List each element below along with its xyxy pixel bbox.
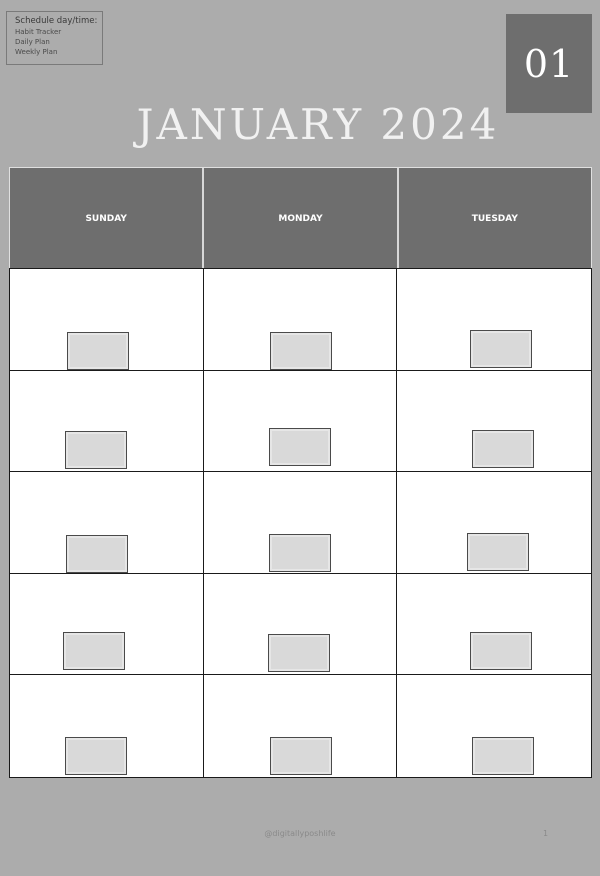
date-box[interactable] (269, 428, 331, 466)
date-box[interactable] (65, 737, 127, 775)
day-cell[interactable] (10, 371, 204, 473)
schedule-link-daily-plan[interactable]: Daily Plan (15, 38, 50, 46)
date-box[interactable] (63, 632, 125, 670)
schedule-link-weekly-plan[interactable]: Weekly Plan (15, 48, 58, 56)
day-cell[interactable] (10, 472, 204, 574)
date-box[interactable] (467, 533, 529, 571)
date-box[interactable] (470, 330, 532, 368)
date-box[interactable] (65, 431, 127, 469)
date-box[interactable] (472, 737, 534, 775)
schedule-link-habit-tracker[interactable]: Habit Tracker (15, 28, 62, 36)
date-box[interactable] (472, 430, 534, 468)
day-cell[interactable] (204, 472, 398, 574)
weekday-header-monday: MONDAY (204, 168, 398, 269)
weekday-header-row (9, 167, 592, 270)
month-number-badge: 01 (506, 14, 592, 113)
day-cell[interactable] (397, 675, 591, 777)
schedule-title: Schedule day/time: (15, 16, 98, 26)
date-box[interactable] (470, 632, 532, 670)
schedule-note-box (6, 11, 103, 65)
date-box[interactable] (66, 535, 128, 573)
date-box[interactable] (67, 332, 129, 370)
day-cell[interactable] (10, 269, 204, 371)
day-cell[interactable] (397, 472, 591, 574)
weekday-header-sunday: SUNDAY (10, 168, 204, 269)
day-cell[interactable] (397, 371, 591, 473)
month-title: JANUARY 2024 (136, 100, 500, 149)
date-box[interactable] (270, 332, 332, 370)
calendar-grid (9, 167, 592, 778)
day-cell[interactable] (204, 574, 398, 676)
day-cell[interactable] (10, 675, 204, 777)
weekday-header-tuesday: TUESDAY (399, 168, 591, 269)
day-cell[interactable] (397, 269, 591, 371)
date-box[interactable] (269, 534, 331, 572)
page-number: 1 (543, 829, 549, 838)
day-cell[interactable] (204, 371, 398, 473)
day-cells (9, 268, 592, 778)
day-cell[interactable] (204, 675, 398, 777)
footer-handle: @digitallyposhlife (264, 829, 336, 838)
date-box[interactable] (270, 737, 332, 775)
date-box[interactable] (268, 634, 330, 672)
day-cell[interactable] (397, 574, 591, 676)
day-cell[interactable] (10, 574, 204, 676)
day-cell[interactable] (204, 269, 398, 371)
